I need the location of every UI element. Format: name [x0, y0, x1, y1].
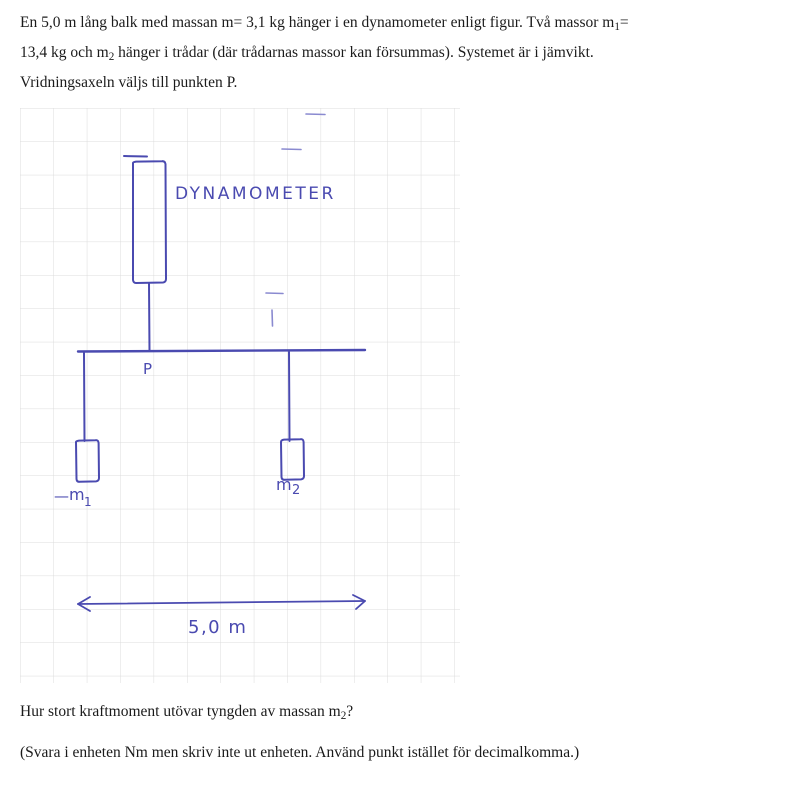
mass-m1-subscript: 1 [84, 495, 92, 509]
problem-line-3: Vridningsaxeln väljs till punkten P. [20, 74, 238, 92]
answer-instruction: (Svara i enheten Nm men skriv inte ut enheten. Använd punkt istället för decimalkomma.) [20, 744, 580, 761]
problem-line-2-text: 13,4 kg och m [20, 44, 109, 62]
question-text [20, 700, 780, 728]
length-label: 5,0 m [188, 617, 248, 638]
mass-m2-subscript: 2 [292, 483, 301, 498]
question-subscript: 2 [340, 710, 347, 723]
dynamometer-label: DYNAMOMETER [175, 184, 336, 204]
dynamometer-support-line [149, 283, 150, 351]
problem-line-1-text: En 5,0 m lång balk med massan m= 3,1 kg hänger i en dynamometer enligt figur. Två massor m [20, 14, 615, 31]
mass-m2-label: m [276, 475, 292, 494]
point-p-label: P [143, 360, 153, 378]
stray-mark-3 [266, 293, 283, 294]
problem-line-1-tail: = [619, 14, 629, 31]
problem-line-1 [20, 10, 780, 40]
problem-line-2 [20, 40, 780, 70]
stray-mark-2 [282, 149, 301, 150]
problem-statement [20, 10, 780, 96]
problem-line-1-subscript: 1 [614, 21, 620, 34]
physics-figure [20, 108, 460, 683]
mass-m1-dash: — [54, 487, 69, 505]
problem-line-2-tail: hänger i trådar (där trådarnas massor kan försummas). Systemet är i jämvikt. [114, 44, 594, 62]
string-m1 [84, 353, 85, 441]
beam [78, 350, 365, 352]
figure-svg [20, 108, 460, 683]
stray-mark-1 [306, 114, 325, 115]
stray-mark-4 [272, 310, 273, 326]
problem-line-2-subscript: 2 [108, 51, 115, 64]
question-text-part1: Hur stort kraftmoment utövar tyngden av massan m [20, 703, 341, 720]
string-m2 [289, 352, 290, 441]
question-text-part2: ? [346, 703, 354, 720]
mass-m1-label: m [69, 485, 85, 504]
dynamometer-top-hook [124, 156, 147, 157]
